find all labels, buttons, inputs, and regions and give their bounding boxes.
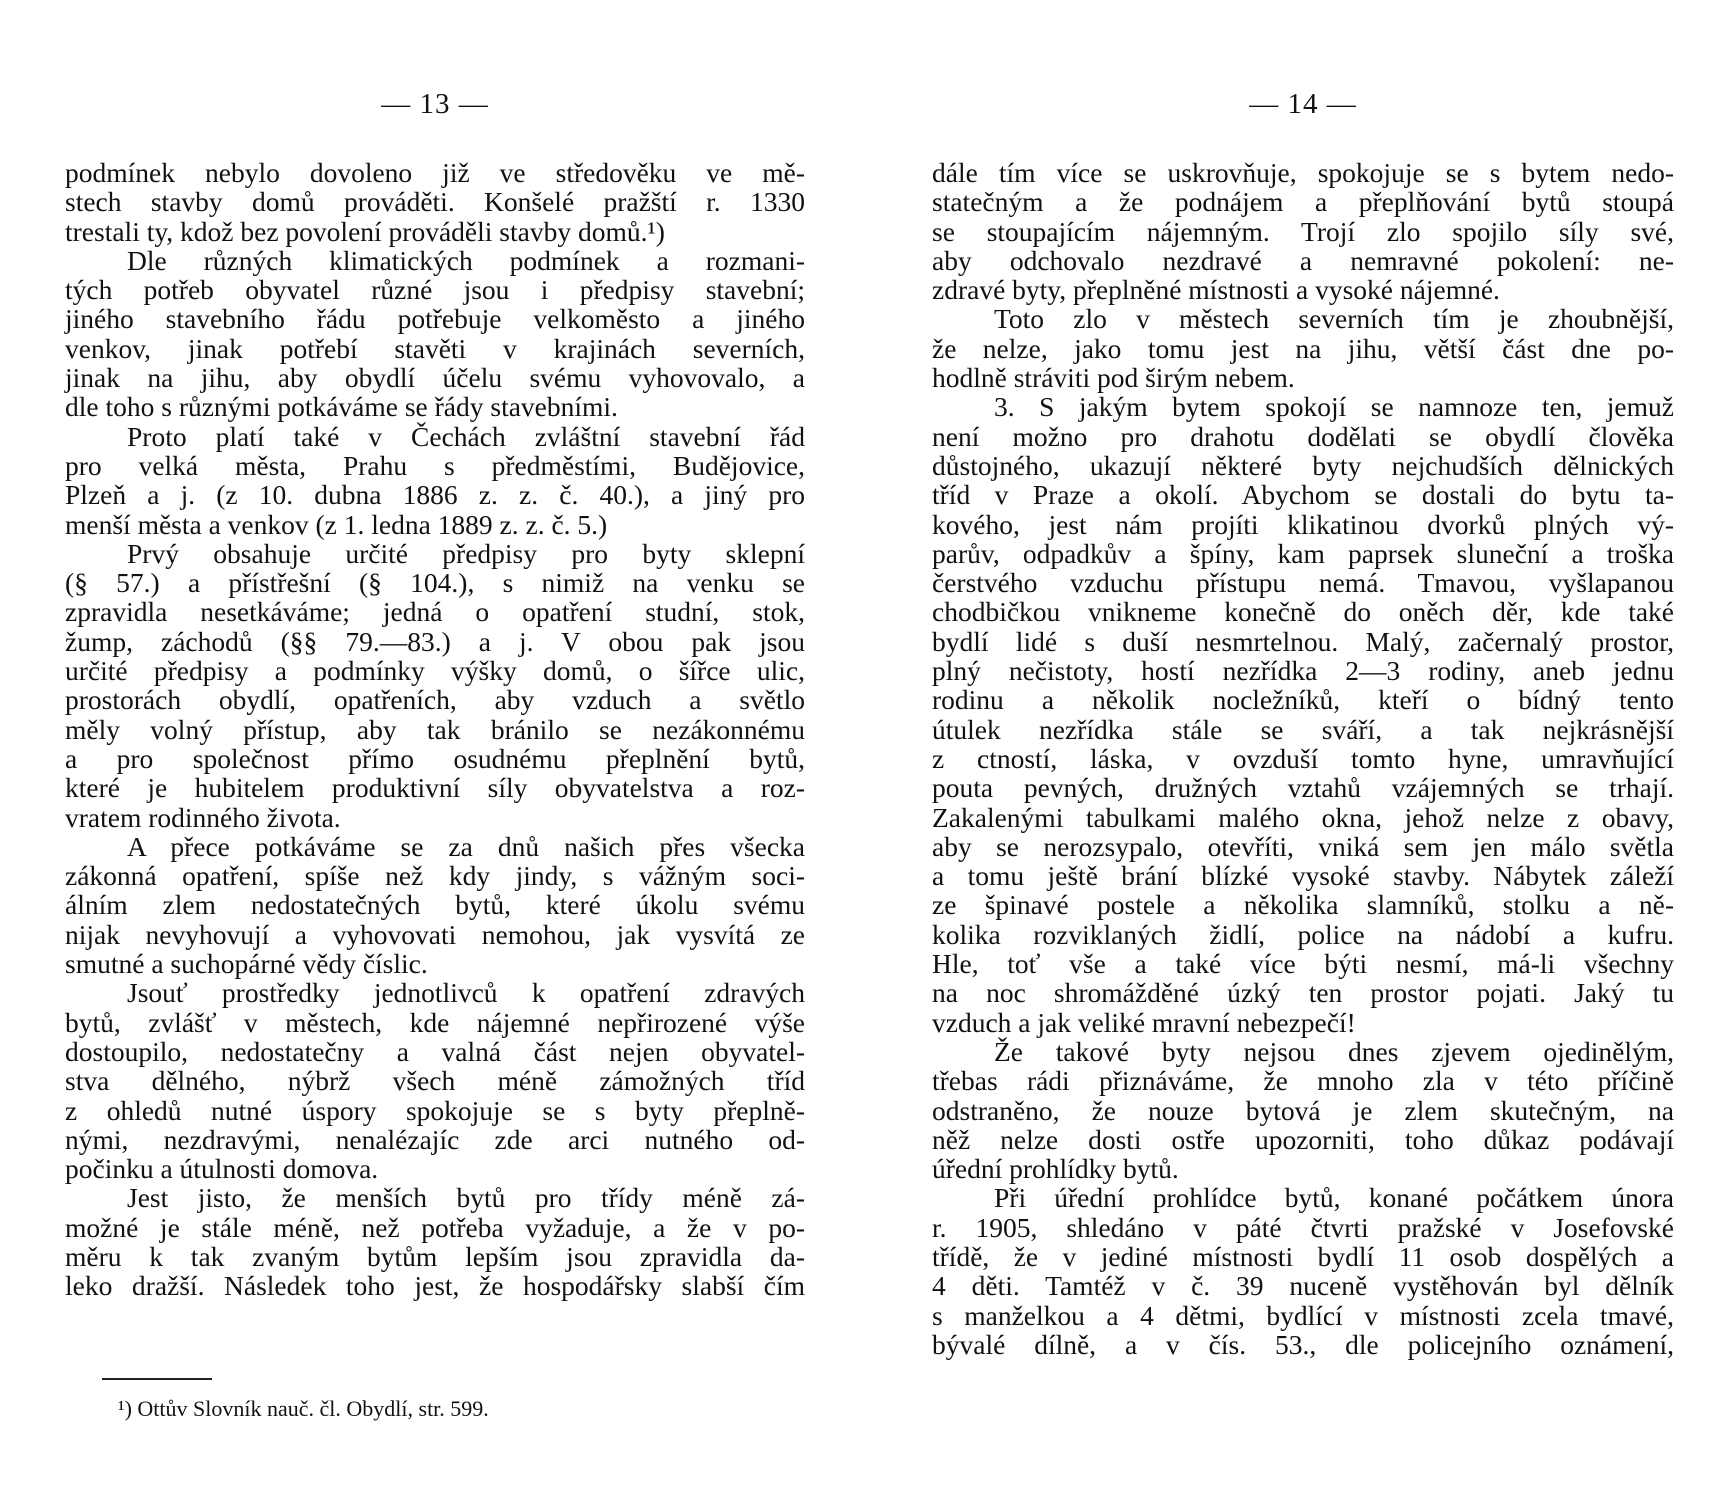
text-line: vzduch a jak veliké mravní nebezpečí! bbox=[932, 1006, 1356, 1038]
text-line: Při úřední prohlídce bytů, konané počátkem února bbox=[994, 1182, 1674, 1214]
text-line: Hle, toť vše a také více býti nesmí, má-li všechny bbox=[932, 948, 1674, 980]
text-line: leko dražší. Následek toho jest, že hospodářsky slabší čím bbox=[65, 1270, 805, 1302]
text-line: Prvý obsahuje určité předpisy pro byty sklepní bbox=[127, 537, 805, 569]
text-line: aby odchovalo nezdravé a nemravné pokolení: ne- bbox=[932, 244, 1674, 276]
text-line: něž nelze dosti ostře upozorniti, toho důkaz podávají bbox=[932, 1123, 1674, 1155]
text-line: podmínek nebylo dovoleno již ve středověku ve mě- bbox=[65, 157, 805, 188]
text-line: Proto platí také v Čechách zvláštní stavební řád bbox=[127, 420, 805, 452]
page-number-right: — 14 — bbox=[1249, 88, 1357, 120]
text-line: se stoupajícím nájemným. Trojí zlo spojilo síly své, bbox=[932, 215, 1674, 247]
text-line: Jest jisto, že menších bytů pro třídy méně zá- bbox=[127, 1182, 805, 1214]
text-line: menší města a venkov (z 1. ledna 1889 z. z. č. 5.) bbox=[65, 508, 608, 540]
text-line: trestali ty, kdož bez povolení prováděli stavby domů.¹) bbox=[65, 215, 665, 247]
page-number-left: — 13 — bbox=[381, 88, 489, 120]
text-line: parův, odpadkův a špíny, kam paprsek sluneční a troška bbox=[932, 537, 1674, 569]
text-line: pro velká města, Prahu s předměstími, Budějovice, bbox=[65, 449, 805, 481]
text-line: pouta pevných, družných vztahů vzájemných se trhají. bbox=[932, 772, 1674, 804]
text-line: Plzeň a j. (z 10. dubna 1886 z. z. č. 40.), a jiný pro bbox=[65, 479, 805, 511]
text-line: které je hubitelem produktivní síly obyvatelstva a roz- bbox=[65, 772, 805, 804]
text-line: žump, záchodů (§§ 79.—83.) a j. V obou pak jsou bbox=[65, 625, 805, 657]
text-line: bytů, zvlášť v městech, kde nájemné nepřirozené výše bbox=[65, 1006, 805, 1038]
text-line: zpravidla nesetkáváme; jedná o opatření studní, stok, bbox=[65, 596, 805, 628]
text-line: dále tím více se uskrovňuje, spokojuje se s bytem nedo- bbox=[932, 157, 1674, 188]
text-line: Jsouť prostředky jednotlivců k opatření zdravých bbox=[127, 977, 805, 1009]
text-line: Dle různých klimatických podmínek a rozmani- bbox=[127, 244, 805, 276]
text-line: z ctností, láska, v ovzduší tomto hyne, umravňující bbox=[932, 742, 1674, 774]
text-line: počinku a útulnosti domova. bbox=[65, 1153, 379, 1185]
text-line: odstraněno, že nouze bytová je zlem skutečným, na bbox=[932, 1094, 1674, 1126]
text-line: že nelze, jako tomu jest na jihu, větší část dne po- bbox=[932, 332, 1674, 364]
text-line: stva dělného, nýbrž všech méně zámožných tříd bbox=[65, 1065, 805, 1097]
text-line: venkov, jinak potřebí stavěti v krajinách severních, bbox=[65, 332, 805, 364]
text-line: možné je stále méně, než potřeba vyžaduje, a že v po- bbox=[65, 1211, 805, 1243]
text-line: a tomu ještě brání blízké vysoké stavby. Nábytek záleží bbox=[932, 860, 1674, 892]
text-line: na noc shromážděné úzký ten prostor pojati. Jaký tu bbox=[932, 977, 1674, 1009]
text-line: jiného stavebního řádu potřebuje velkoměsto a jiného bbox=[65, 303, 805, 335]
footnote-rule bbox=[102, 1378, 212, 1380]
text-line: s manželkou a 4 dětmi, bydlící v místnosti zcela tmavé, bbox=[932, 1299, 1674, 1331]
text-line: Zakalenými tabulkami malého okna, jehož nelze z obavy, bbox=[932, 801, 1674, 833]
footnote: ¹) Ottův Slovník nauč. čl. Obydlí, str. 599. bbox=[118, 1396, 489, 1421]
text-line: třídě, že v jediné místnosti bydlí 11 osob dospělých a bbox=[932, 1240, 1674, 1272]
text-line: dle toho s různými potkáváme se řády stavebními. bbox=[65, 391, 618, 423]
text-line: úřední prohlídky bytů. bbox=[932, 1153, 1179, 1185]
text-line: měru k tak zvaným bytům lepším jsou zpravidla da- bbox=[65, 1240, 805, 1272]
text-line: z ohledů nutné úspory spokojuje se s byty přeplně- bbox=[65, 1094, 805, 1126]
text-line: tých potřeb obyvatel různé jsou i předpisy stavební; bbox=[65, 274, 805, 306]
text-line: zákonná opatření, spíše než kdy jindy, s vážným soci- bbox=[65, 860, 805, 892]
text-line: A přece potkáváme se za dnů našich přes všecka bbox=[127, 830, 805, 862]
text-line: není možno pro drahotu dodělati se obydlí člověka bbox=[932, 420, 1674, 452]
text-line: třebas rádi přiznáváme, že mnoho zla v této příčině bbox=[932, 1065, 1674, 1097]
text-line: aby se nerozsypalo, otevříti, vniká sem jen málo světla bbox=[932, 830, 1674, 862]
text-line: chodbičkou vnikneme konečně do oněch děr, kde také bbox=[932, 596, 1674, 628]
text-line: kového, jest nám projíti klikatinou dvorků plných vý- bbox=[932, 508, 1674, 540]
text-line: kolika rozviklaných židlí, police na nádobí a kufru. bbox=[932, 918, 1674, 950]
text-line: nými, nezdravými, nenalézajíc zde arci nutného od- bbox=[65, 1123, 805, 1155]
text-line: stech stavby domů prováděti. Konšelé pražští r. 1330 bbox=[65, 186, 805, 218]
text-line: bydlí lidé s duší nesmrtelnou. Malý, začernalý prostor, bbox=[932, 625, 1674, 657]
text-line: prostorách obydlí, opatřeních, aby vzduch a světlo bbox=[65, 684, 805, 716]
text-line: ze špinavé postele a několika slamníků, stolku a ně- bbox=[932, 889, 1674, 921]
text-line: vratem rodinného života. bbox=[65, 801, 341, 833]
text-line: statečným a že podnájem a přeplňování bytů stoupá bbox=[932, 186, 1674, 218]
text-line: r. 1905, shledáno v páté čtvrti pražské v Josefovské bbox=[932, 1211, 1674, 1243]
text-line: smutné a suchopárné vědy číslic. bbox=[65, 948, 428, 980]
text-line: 3. S jakým bytem spokojí se namnoze ten, jemuž bbox=[994, 391, 1674, 423]
text-line: zdravé byty, přeplněné místnosti a vysoké nájemné. bbox=[932, 274, 1500, 306]
text-line: rodinu a několik nocležníků, kteří o bídný tento bbox=[932, 684, 1674, 716]
text-line: hodlně stráviti pod širým nebem. bbox=[932, 362, 1295, 394]
text-line: (§ 57.) a přístřešní (§ 104.), s nimiž na venku se bbox=[65, 567, 805, 599]
text-line: měly volný přístup, aby tak bránilo se nezákonnému bbox=[65, 713, 805, 745]
text-line: plný nečistoty, hostí nezřídka 2—3 rodiny, aneb jednu bbox=[932, 655, 1674, 687]
text-line: 4 děti. Tamtéž v č. 39 nuceně vystěhován byl dělník bbox=[932, 1270, 1674, 1302]
text-line: a pro společnost přímo osudnému přeplnění bytů, bbox=[65, 742, 805, 774]
text-line: bývalé dílně, a v čís. 53., dle policejního oznámení, bbox=[932, 1328, 1674, 1360]
text-line: důstojného, ukazují některé byty nejchudších dělnických bbox=[932, 449, 1674, 481]
text-line: dostoupilo, nedostatečny a valná část nejen obyvatel- bbox=[65, 1035, 805, 1067]
text-line: jinak na jihu, aby obydlí účelu svému vyhovovalo, a bbox=[65, 362, 805, 394]
text-line: čerstvého vzduchu přístupu nemá. Tmavou, vyšlapanou bbox=[932, 567, 1674, 599]
text-line: álním zlem nedostatečných bytů, které úkolu svému bbox=[65, 889, 805, 921]
right-page-text bbox=[932, 158, 1674, 1359]
left-page-text bbox=[65, 158, 805, 1301]
text-line: Že takové byty nejsou dnes zjevem ojedinělým, bbox=[994, 1035, 1674, 1067]
text-line: Toto zlo v městech severních tím je zhoubnější, bbox=[994, 303, 1674, 335]
text-line: určité předpisy a podmínky výšky domů, o šířce ulic, bbox=[65, 655, 805, 687]
text-line: tříd v Praze a okolí. Abychom se dostali do bytu ta- bbox=[932, 479, 1674, 511]
text-line: útulek nezřídka stále se sváří, a tak nejkrásnější bbox=[932, 713, 1674, 745]
text-line: nijak nevyhovují a vyhovovati nemohou, jak vysvítá ze bbox=[65, 918, 805, 950]
